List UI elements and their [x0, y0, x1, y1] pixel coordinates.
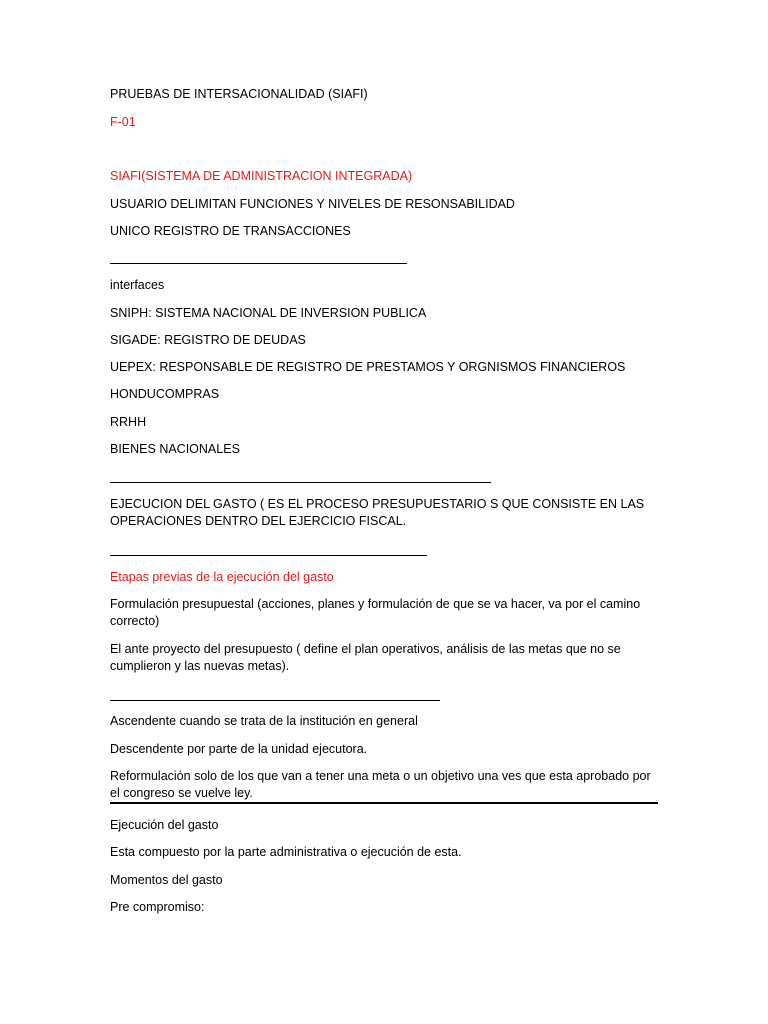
interface-item: UEPEX: RESPONSABLE DE REGISTRO DE PRESTAMOS Y ORGNISMOS FINANCIEROS [110, 360, 626, 374]
descendente-line: Descendente por parte de la unidad ejecutora. [110, 742, 368, 756]
compuesto-line: Esta compuesto por la parte administrativa o ejecución de esta. [110, 845, 462, 859]
precompromiso-line: Pre compromiso: [110, 900, 205, 914]
ascendente-line: Ascendente cuando se trata de la institución en general [110, 714, 418, 728]
document-title: PRUEBAS DE INTERSACIONALIDAD (SIAFI) [110, 87, 368, 101]
interface-item: SIGADE: REGISTRO DE DEUDAS [110, 333, 306, 347]
siafi-heading: SIAFI(SISTEMA DE ADMINISTRACION INTEGRADA) [110, 169, 413, 183]
separator-rule [110, 263, 407, 264]
interface-item: HONDUCOMPRAS [110, 387, 220, 401]
etapas-heading: Etapas previas de la ejecución del gasto [110, 570, 334, 584]
interfaces-label: interfaces [110, 278, 165, 292]
separator-rule [110, 555, 427, 556]
momentos-line: Momentos del gasto [110, 873, 223, 887]
separator-rule [110, 482, 491, 483]
ejecucion-gasto-line: Ejecución del gasto [110, 818, 219, 832]
reformulacion-paragraph: Reformulación solo de los que van a tener una meta o un objetivo una ves que esta aprobado por el congreso se vuelve ley. [110, 769, 651, 800]
separator-thick-rule [110, 802, 658, 804]
unico-line: UNICO REGISTRO DE TRANSACCIONES [110, 224, 351, 238]
interface-item: BIENES NACIONALES [110, 442, 240, 456]
usuario-line: USUARIO DELIMITAN FUNCIONES Y NIVELES DE RESONSABILIDAD [110, 197, 515, 211]
separator-rule [110, 700, 440, 701]
interface-item: SNIPH: SISTEMA NACIONAL DE INVERSION PUBLICA [110, 306, 427, 320]
formulacion-paragraph: Formulación presupuestal (acciones, planes y formulación de que se va hacer, va por el camino correcto) [110, 597, 641, 628]
ejecucion-paragraph: EJECUCION DEL GASTO ( ES EL PROCESO PRESUPUESTARIO S QUE CONSISTE EN LAS OPERACIONES DENTRO DEL EJERCICIO FISCAL. [110, 497, 645, 528]
anteproyecto-paragraph: El ante proyecto del presupuesto ( define el plan operativos, análisis de las metas que no se cumplieron y las nuevas metas). [110, 642, 621, 673]
form-code: F-01 [110, 115, 136, 129]
interface-item: RRHH [110, 415, 147, 429]
